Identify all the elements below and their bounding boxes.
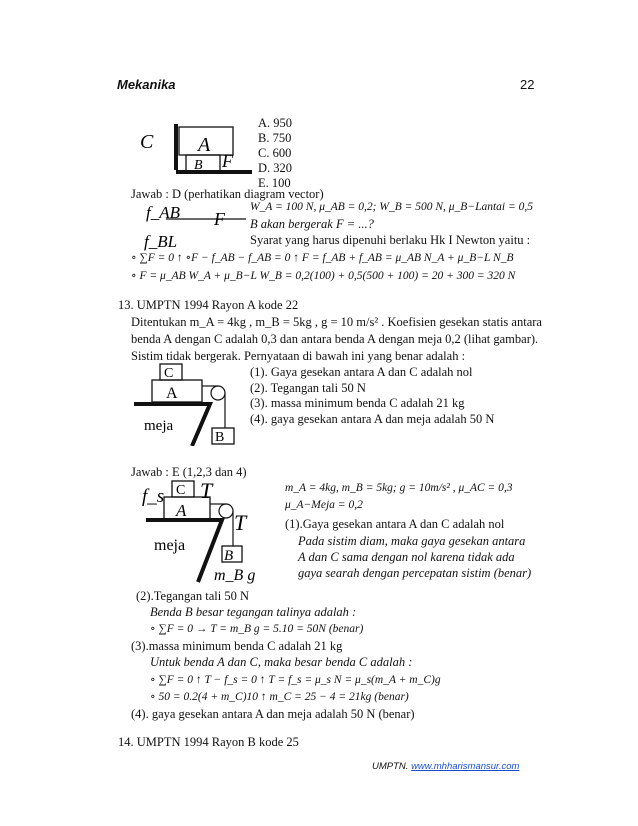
s1-line-3: gaya searah dengan percepatan sistim (benar): [298, 566, 532, 580]
label-force: F: [214, 209, 225, 229]
q12-question: B akan bergerak F = ...?: [250, 217, 374, 231]
label-t-top: T: [200, 478, 213, 503]
q12-block-diagram: [130, 118, 260, 180]
s2-title: (2).Tegangan tali 50 N: [136, 589, 249, 603]
label-a: A: [166, 385, 178, 402]
q13-answer: Jawab : E (1,2,3 dan 4): [131, 465, 247, 479]
label-fs: f_s: [142, 486, 165, 507]
label-c: C: [140, 131, 154, 153]
statement-3: (3). massa minimum benda C adalah 21 kg: [250, 396, 465, 410]
label-c: C: [164, 366, 174, 381]
label-b: B: [224, 548, 234, 564]
label-f: F: [222, 151, 233, 171]
s3-equation-1: ∘ ∑F = 0 ↑ T − f_s = 0 ↑ T = f_s = μ_s N = μ_s(m_A + m_C)g: [150, 674, 441, 686]
label-a: A: [176, 501, 187, 520]
q13-line-1: Ditentukan m_A = 4kg , m_B = 5kg , g = 10 m/s² . Koefisien gesekan statis antara: [131, 315, 542, 329]
q13-heading: 13. UMPTN 1994 Rayon A kode 22: [118, 298, 299, 312]
page-number: 22: [520, 77, 535, 92]
s1-line-2: A dan C sama dengan nol karena tidak ada: [298, 550, 515, 564]
q13-statements: [250, 365, 494, 427]
option-b: B. 750: [258, 131, 292, 145]
statement-1: (1). Gaya gesekan antara A dan C adalah nol: [250, 365, 473, 379]
option-c: C. 600: [258, 146, 292, 160]
q13-force-diagram: [138, 478, 270, 588]
q12-condition: Syarat yang harus dipenuhi berlaku Hk I Newton yaitu :: [250, 233, 531, 247]
footer-link[interactable]: www.mhharismansur.com: [411, 761, 520, 772]
footer: [372, 761, 519, 772]
footer-prefix: UMPTN.: [372, 761, 409, 772]
s3-equation-2: ∘ 50 = 0.2(4 + m_C)10 ↑ m_C = 25 − 4 = 21kg (benar): [150, 691, 409, 703]
statement-2: (2). Tegangan tali 50 N: [250, 380, 366, 395]
option-e: E. 100: [258, 176, 291, 190]
label-b: B: [215, 430, 225, 445]
s3-title: (3).massa minimum benda C adalah 21 kg: [131, 639, 343, 653]
q13-line-2: benda A dengan C adalah 0,3 dan antara benda A dengan meja 0,2 (lihat gambar).: [131, 332, 539, 346]
q13-given-1: m_A = 4kg, m_B = 5kg; g = 10m/s² , μ_AC = 0,3: [285, 482, 513, 494]
s1-title: (1).Gaya gesekan antara A dan C adalah nol: [285, 517, 505, 531]
label-fab: f_AB: [146, 203, 180, 222]
q12-equation-1: ∘ ∑F = 0 ↑ ∘F − f_AB − f_AB = 0 ↑ F = f_AB + f_AB = μ_AB N_A + μ_B−L N_B: [131, 252, 514, 264]
s4-statement: (4). gaya gesekan antara A dan meja adalah 50 N (benar): [131, 707, 415, 721]
s1-explanation: [298, 533, 531, 581]
label-a: A: [198, 134, 211, 156]
s2-text: Benda B besar tegangan talinya adalah :: [150, 605, 357, 619]
q13-pulley-diagram: [130, 362, 242, 446]
label-meja: meja: [154, 537, 186, 554]
label-meja: meja: [144, 418, 174, 434]
s1-line-1: Pada sistim diam, maka gaya gesekan antara: [298, 534, 526, 548]
q12-answer: Jawab : D (perhatikan diagram vector): [131, 187, 324, 201]
q13-given-2: μ_A−Meja = 0,2: [285, 499, 363, 511]
label-fbl: f_BL: [144, 232, 178, 251]
q14-heading: 14. UMPTN 1994 Rayon B kode 25: [118, 735, 299, 749]
q12-force-diagram: [140, 199, 260, 251]
label-b: B: [194, 158, 203, 173]
s2-equation: ∘ ∑F = 0 → T = m_B g = 5.10 = 50N (benar): [150, 623, 364, 635]
q12-given: W_A = 100 N, μ_AB = 0,2; W_B = 500 N, μ_B−Lantai = 0,5: [250, 201, 534, 213]
label-c: C: [176, 483, 186, 498]
label-mbg: m_B g: [214, 567, 256, 584]
option-a: A. 950: [258, 116, 293, 130]
statement-4: (4). gaya gesekan antara A dan meja adalah 50 N: [250, 411, 495, 426]
q12-options: [258, 116, 292, 191]
q13-line-3: Sistim tidak bergerak. Pernyataan di bawah ini yang benar adalah :: [131, 349, 466, 363]
page-title: Mekanika: [117, 77, 176, 92]
s3-text: Untuk benda A dan C, maka besar benda C adalah :: [150, 655, 413, 669]
option-d: D. 320: [258, 161, 293, 175]
q12-equation-2: ∘ F = μ_AB W_A + μ_B−L W_B = 0,2(100) + 0,5(500 + 100) = 20 + 300 = 320 N: [131, 270, 516, 282]
label-t-side: T: [234, 510, 247, 535]
